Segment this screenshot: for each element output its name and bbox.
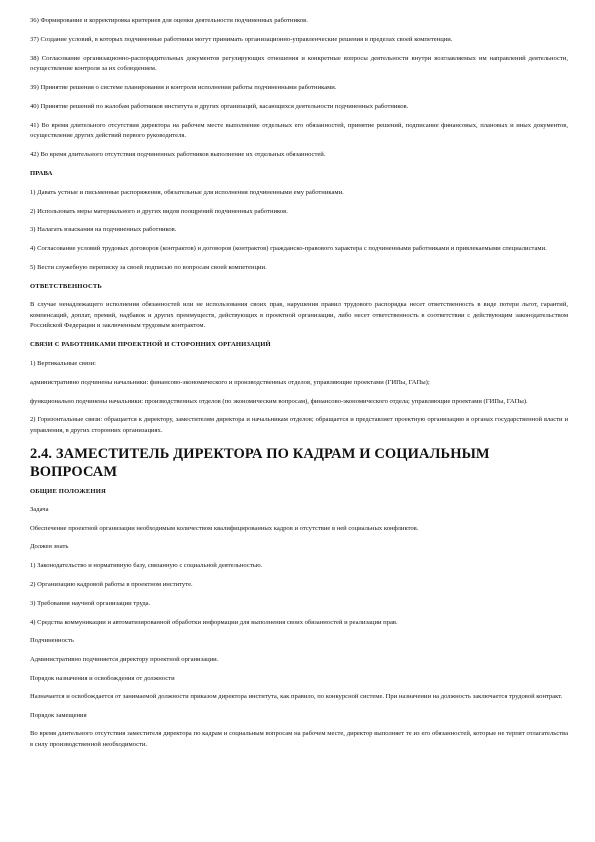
know-4: 4) Средства коммуникации и автоматизированной обработки информации для выполнения своих обязанностей и реализации прав.	[30, 618, 398, 626]
right-1: 1) Давать устные и письменные распоряжения, обязательные для исполнения подчиненными ему работниками.	[30, 188, 344, 196]
know-1: 1) Законодательство и нормативную базу, связанную с социальной деятельностью.	[30, 561, 263, 569]
section-title: 2.4. ЗАМЕСТИТЕЛЬ ДИРЕКТОРА ПО КАДРАМ И СОЦИАЛЬНЫМ ВОПРОСАМ	[30, 445, 490, 480]
links-horizontal: 2) Горизонтальные связи: обращается к директору, заместителям директора и начальникам отделов; обращается и представляет проектную организацию в органах государственной власти и управления, в других сторонних организациях.	[30, 416, 568, 434]
item-38: 38) Согласование организационно-распорядительных документов регулирующих отношения и конкретные вопросы деятельности внутри возглавляемых им направлений деятельности, осуществление контроля за их соблюдением.	[30, 54, 568, 73]
item-36: 36) Формирование и корректировка критериев для оценки деятельности подчиненных работников.	[30, 17, 308, 24]
heading-responsibility: ОТВЕТСТВЕННОСТЬ	[30, 283, 102, 291]
links-functional: функционально подчинены начальники: производственных отделов (по экономическим вопросам), финансово-экономического отдела; управляющие проектами (ГИПы, ГАПы).	[30, 397, 528, 405]
label-must-know: Должен знать	[30, 543, 69, 551]
know-2: 2) Организацию кадровой работы в проектном институте.	[30, 580, 193, 588]
label-substitution: Порядок замещения	[30, 712, 87, 719]
right-2: 2) Использовать меры материального и других видов поощрений подчиненных работников.	[30, 207, 288, 215]
item-41: 41) Во время длительного отсутствия директора на рабочем месте выполнение отдельных его обязанностей, принятие решений, подписание финансовых, плановых и иных документов, осуществление других действий первого руководителя.	[30, 121, 568, 140]
appointment-text: Назначается и освобождается от занимаемой должности приказом директора института, как правило, по конкурсной системе. При назначении на должность заключается трудовой контракт.	[30, 693, 563, 701]
know-3: 3) Требования научной организации труда.	[30, 599, 151, 607]
heading-rights: ПРАВА	[30, 170, 53, 178]
links-vertical: 1) Вертикальные связи:	[30, 359, 96, 367]
right-5: 5) Вести служебную переписку за своей подписью по вопросам своей компетенции.	[30, 264, 267, 272]
document-page	[30, 16, 568, 759]
right-4: 4) Согласование условий трудовых договоров (контрактов) и договоров (контрактов) гражданско-правового характера с подчиненными работниками и привлекаемыми специалистами.	[30, 245, 547, 253]
label-task: Задача	[30, 506, 49, 514]
item-39: 39) Принятие решения о системе планирования и контроля исполнения работы подчиненными работниками.	[30, 84, 337, 92]
heading-links: СВЯЗИ С РАБОТНИКАМИ ПРОЕКТНОЙ И СТОРОННИХ ОРГАНИЗАЦИЙ	[30, 341, 271, 349]
responsibility-text: В случае ненадлежащего исполнения обязанностей или не использования своих прав, нарушения правил трудового распорядка несет ответственность в виде потери льгот, гарантий, компенсаций, доплат, премий, надбавок и других преимуществ, действующих в проектной организации, либо несет ответственность в соответствии с действующим законодательством Российской Федерации и заключенным трудовым контрактом.	[30, 301, 568, 330]
label-subordination: Подчиненность	[30, 637, 74, 645]
item-37: 37) Создание условий, в которых подчиненные работники могут принимать организационно-управленческие решения в пределах своей компетенции.	[30, 35, 453, 43]
heading-general: ОБЩИЕ ПОЛОЖЕНИЯ	[30, 487, 106, 495]
task-text: Обеспечение проектной организации необходимым количеством квалифицированных кадров и отсутствие в ней социальных конфликтов.	[30, 524, 419, 532]
links-admin: административно подчинены начальники: финансово-экономического и производственных отделов, управляющие проектами (ГИПы, ГАПы);	[30, 378, 430, 386]
item-40: 40) Принятие решений по жалобам работников института и других организаций, касающихся деятельности подчиненных работников.	[30, 103, 409, 111]
label-appointment: Порядок назначения и освобождения от должности	[30, 674, 175, 682]
substitution-text: Во время длительного отсутствия заместителя директора по кадрам и социальным вопросам на рабочем месте, директор выполняет те из его обязанностей, которые не терпят отлагательства в силу производственной необходимости.	[30, 730, 568, 748]
subordination-text: Административно подчиняется директору проектной организации.	[30, 655, 219, 663]
right-3: 3) Налагать взыскания на подчиненных работников.	[30, 226, 177, 234]
item-42: 42) Во время длительного отсутствия подчиненных работников выполнение их отдельных обязанностей.	[30, 151, 326, 159]
